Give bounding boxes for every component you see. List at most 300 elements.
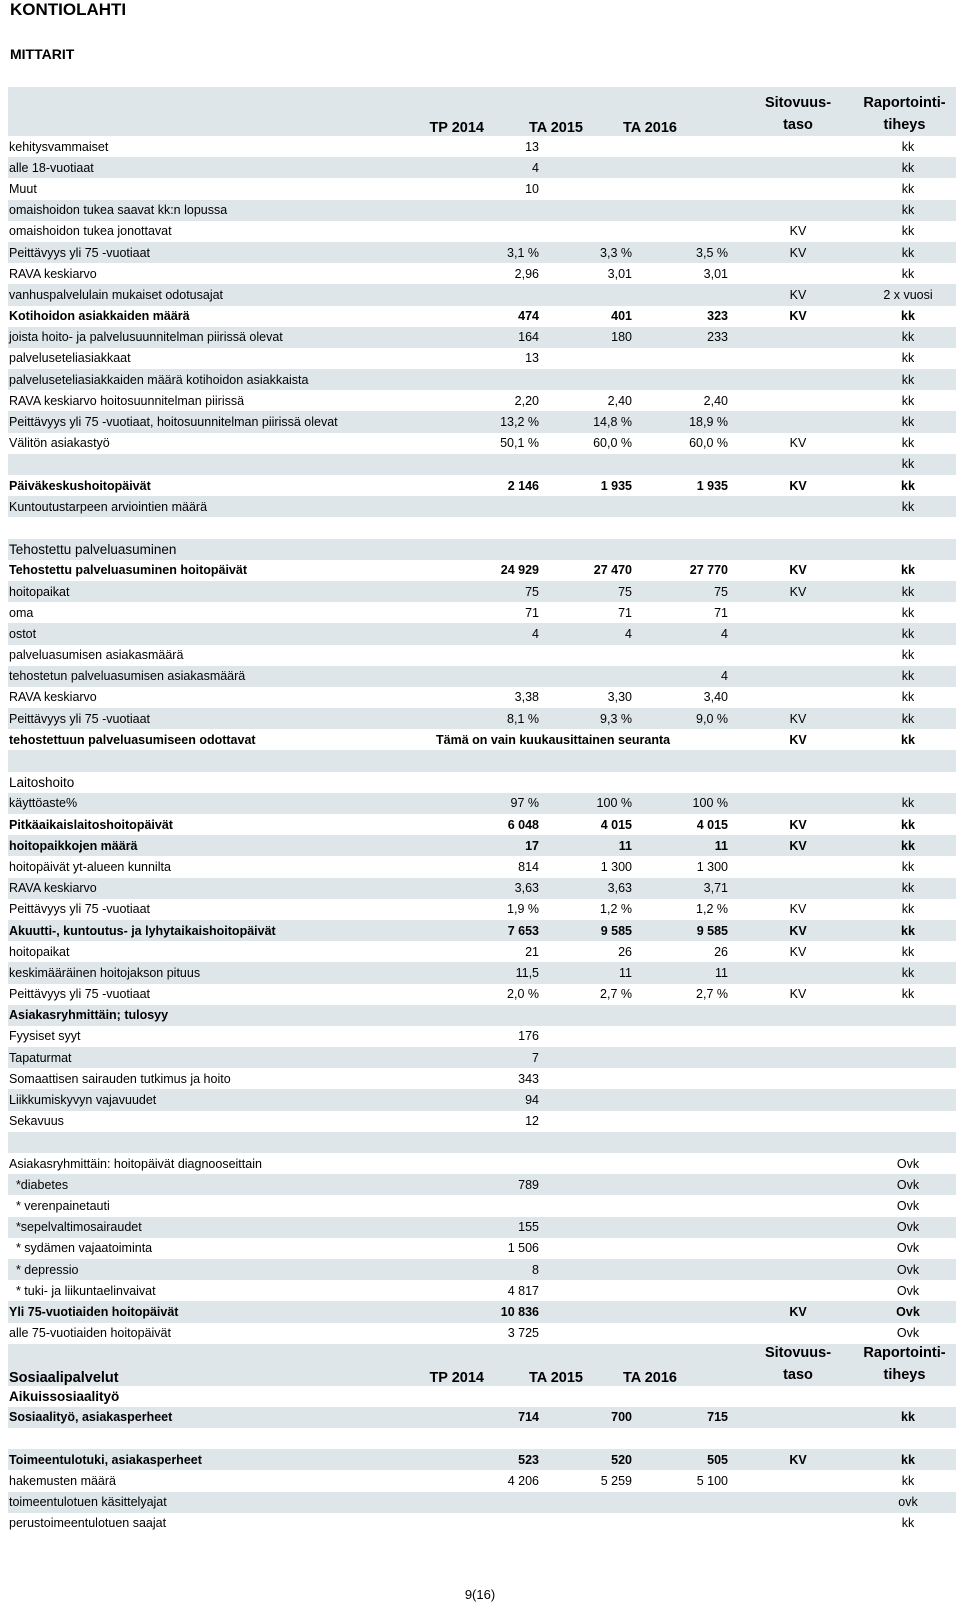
row-label: alle 18-vuotiaat	[9, 160, 94, 175]
raportointitiheys: kk	[901, 181, 915, 196]
table-row	[8, 517, 956, 538]
row-label: omaishoidon tukea saavat kk:n lopussa	[9, 203, 228, 218]
header-sitovuustaso-line-2: taso	[783, 117, 813, 133]
sitovuustaso: KV	[789, 245, 807, 260]
row-label: Peittävyys yli 75 -vuotiaat	[9, 245, 151, 260]
table-row	[8, 178, 956, 199]
value-ta2015: 4 015	[600, 817, 632, 832]
value-ta2016: 27 770	[689, 563, 728, 578]
header-ta2016: TA 2016	[623, 1369, 677, 1386]
table-row	[8, 750, 956, 771]
value-tp2014: 1,9 %	[507, 902, 539, 917]
table-row	[8, 1195, 956, 1216]
raportointitiheys: kk	[901, 605, 915, 620]
table-header	[8, 87, 956, 136]
value-tp2014: 8	[532, 1262, 539, 1277]
header-raportointitiheys-line-2: tiheys	[883, 1366, 926, 1383]
row-label: Tehostettu palveluasuminen hoitopäivät	[9, 563, 247, 578]
value-tp2014: 75	[525, 584, 539, 599]
raportointitiheys: kk	[901, 1474, 915, 1489]
value-ta2016: 4 015	[696, 817, 728, 832]
header-sitovuustaso	[743, 87, 853, 136]
table-row	[8, 157, 956, 178]
table-row	[8, 984, 956, 1005]
raportointitiheys: kk	[901, 203, 915, 218]
row-label: Asiakasryhmittäin: hoitopäivät diagnooseittain	[9, 1156, 262, 1171]
value-ta2016: 1,2 %	[696, 902, 728, 917]
value-ta2015: 14,8 %	[593, 415, 632, 430]
value-ta2015: 1 300	[600, 859, 632, 874]
value-ta2016: 75	[714, 584, 728, 599]
row-label: *diabetes	[9, 1177, 69, 1192]
value-ta2016: 26	[714, 944, 728, 959]
value-tp2014: 164	[518, 330, 539, 345]
page-number: 9(16)	[464, 1587, 496, 1602]
table-row	[8, 687, 956, 708]
header-tp2014: TP 2014	[429, 120, 484, 136]
table-row	[8, 1386, 956, 1407]
table-row	[8, 1217, 956, 1238]
table-row	[8, 623, 956, 644]
table-row	[8, 475, 956, 496]
row-label: Peittävyys yli 75 -vuotiaat	[9, 711, 151, 726]
value-ta2015: 26	[618, 944, 632, 959]
row-label: Pitkäaikaislaitoshoitopäivät	[9, 817, 173, 832]
row-label: Muut	[9, 181, 37, 196]
value-ta2015: 11	[618, 838, 632, 853]
raportointitiheys: kk	[901, 139, 915, 154]
value-tp2014: 814	[518, 859, 539, 874]
value-tp2014: 4 206	[507, 1474, 539, 1489]
table-row	[8, 221, 956, 242]
value-ta2016: 9 585	[696, 923, 728, 938]
raportointitiheys: kk	[901, 881, 915, 896]
sitovuustaso: KV	[789, 1452, 807, 1467]
raportointitiheys: kk	[901, 648, 915, 663]
row-label: vanhuspalvelulain mukaiset odotusajat	[9, 287, 224, 302]
table-row	[8, 200, 956, 221]
row-label: tehostetun palveluasumisen asiakasmäärä	[9, 669, 246, 684]
value-tp2014: 3,38	[514, 690, 539, 705]
value-tp2014: 97 %	[510, 796, 539, 811]
table-row	[8, 1047, 956, 1068]
raportointitiheys: kk	[901, 266, 915, 281]
table-row	[8, 348, 956, 369]
table-row	[8, 1068, 956, 1089]
value-ta2016: 60,0 %	[689, 436, 728, 451]
raportointitiheys: kk	[901, 965, 915, 980]
raportointitiheys: Ovk	[896, 1262, 920, 1277]
table-row	[8, 793, 956, 814]
value-tp2014: 13	[525, 351, 539, 366]
table-row	[8, 306, 956, 327]
table-row	[8, 1005, 956, 1026]
header-sitovuustaso	[743, 1344, 853, 1386]
table-row	[8, 856, 956, 877]
table-row	[8, 327, 956, 348]
raportointitiheys: Ovk	[896, 1326, 920, 1341]
table-row	[8, 1174, 956, 1195]
table-row	[8, 645, 956, 666]
row-label: Aikuissosiaalityö	[9, 1388, 120, 1404]
table-row	[8, 962, 956, 983]
value-tp2014: 8,1 %	[507, 711, 539, 726]
value-tp2014: 4	[532, 160, 539, 175]
value-tp2014: 24 929	[500, 563, 539, 578]
raportointitiheys: kk	[901, 372, 915, 387]
value-ta2016: 2,7 %	[696, 987, 728, 1002]
value-tp2014: 3,63	[514, 881, 539, 896]
table-row	[8, 878, 956, 899]
value-tp2014: 13,2 %	[500, 415, 539, 430]
table-row	[8, 581, 956, 602]
value-ta2015: 2,40	[607, 393, 632, 408]
indicator-table	[8, 87, 956, 1534]
row-label: Peittävyys yli 75 -vuotiaat	[9, 987, 151, 1002]
raportointitiheys: kk	[901, 838, 915, 853]
raportointitiheys: Ovk	[896, 1156, 920, 1171]
row-label: palveluseteliasiakkaat	[9, 351, 131, 366]
sitovuustaso: KV	[789, 987, 807, 1002]
raportointitiheys: kk	[901, 436, 915, 451]
raportointitiheys: kk	[901, 859, 915, 874]
raportointitiheys: kk	[901, 817, 915, 832]
header-raportointitiheys-line-1: Raportointi-	[863, 1344, 946, 1361]
table-row	[8, 454, 956, 475]
value-ta2015: 700	[611, 1410, 632, 1425]
row-label: Sekavuus	[9, 1114, 64, 1129]
row-label: * depressio	[9, 1262, 79, 1277]
sitovuustaso: KV	[789, 287, 807, 302]
value-ta2016: 233	[707, 330, 728, 345]
row-label: Toimeentulotuki, asiakasperheet	[9, 1452, 202, 1467]
row-label: oma	[9, 605, 34, 620]
value-ta2015: 3,30	[607, 690, 632, 705]
header-ta2015: TA 2015	[529, 120, 583, 136]
row-label: kehitysvammaiset	[9, 139, 109, 154]
value-tp2014: 2 146	[507, 478, 539, 493]
value-ta2015: 2,7 %	[600, 987, 632, 1002]
header-sitovuustaso-line-1: Sitovuus-	[764, 1344, 832, 1361]
value-tp2014: 21	[525, 944, 539, 959]
row-label: käyttöaste%	[9, 796, 78, 811]
value-tp2014: 155	[518, 1220, 539, 1235]
raportointitiheys: kk	[901, 711, 915, 726]
table-row	[8, 433, 956, 454]
value-tp2014: 11,5	[515, 965, 539, 980]
row-label: hoitopäivät yt-alueen kunnilta	[9, 859, 171, 874]
row-label: alle 75-vuotiaiden hoitopäivät	[9, 1326, 171, 1341]
table-row	[8, 369, 956, 390]
value-ta2016: 3,71	[703, 881, 728, 896]
table-row	[8, 1513, 956, 1534]
sitovuustaso: KV	[789, 838, 807, 853]
value-tp2014: 94	[525, 1093, 539, 1108]
row-label: Asiakasryhmittäin; tulosyy	[9, 1008, 169, 1023]
header-raportointitiheys-line-1: Raportointi-	[863, 95, 946, 111]
raportointitiheys: ovk	[898, 1495, 918, 1510]
sitovuustaso: KV	[789, 563, 807, 578]
value-tp2014: 6 048	[507, 817, 539, 832]
sitovuustaso: KV	[789, 902, 807, 917]
row-label: Fyysiset syyt	[9, 1029, 81, 1044]
raportointitiheys: kk	[901, 1452, 915, 1467]
table-row	[8, 1407, 956, 1428]
value-tp2014: 7 653	[507, 923, 539, 938]
table-row	[8, 899, 956, 920]
row-label: hakemusten määrä	[9, 1474, 117, 1489]
row-label: Somaattisen sairauden tutkimus ja hoito	[9, 1071, 231, 1086]
value-ta2016: 11	[714, 838, 728, 853]
header-raportointitiheys	[853, 87, 956, 136]
raportointitiheys: kk	[901, 669, 915, 684]
table-row	[8, 390, 956, 411]
row-label: Kuntoutustarpeen arviointien määrä	[9, 499, 208, 514]
raportointitiheys: kk	[901, 1410, 915, 1425]
table-row	[8, 1238, 956, 1259]
value-tp2014: 1 506	[507, 1241, 539, 1256]
row-note: Tämä on vain kuukausittainen seuranta	[436, 732, 671, 747]
value-ta2015: 401	[611, 309, 632, 324]
raportointitiheys: kk	[901, 626, 915, 641]
value-ta2016: 715	[707, 1410, 728, 1425]
header-sitovuustaso-line-1: Sitovuus-	[764, 95, 832, 111]
table-row	[8, 496, 956, 517]
table-row	[8, 1280, 956, 1301]
table-row	[8, 729, 956, 750]
raportointitiheys: kk	[901, 457, 915, 472]
table-row	[8, 560, 956, 581]
raportointitiheys: kk	[901, 690, 915, 705]
row-label: * sydämen vajaatoiminta	[9, 1241, 153, 1256]
table-row	[8, 263, 956, 284]
table-row	[8, 1259, 956, 1280]
row-label: hoitopaikat	[9, 944, 70, 959]
row-label: Välitön asiakastyö	[9, 436, 110, 451]
table-row	[8, 941, 956, 962]
raportointitiheys: kk	[901, 330, 915, 345]
raportointitiheys: kk	[901, 563, 915, 578]
table-row	[8, 242, 956, 263]
value-ta2016: 1 935	[696, 478, 728, 493]
sitovuustaso: KV	[789, 1304, 807, 1319]
raportointitiheys: kk	[901, 902, 915, 917]
table-row	[8, 284, 956, 305]
page-title: KONTIOLAHTI	[10, 0, 127, 19]
value-ta2016: 5 100	[696, 1474, 728, 1489]
table-row	[8, 1111, 956, 1132]
sitovuustaso: KV	[789, 944, 807, 959]
table-row	[8, 1301, 956, 1322]
table-row	[8, 1470, 956, 1491]
row-label: RAVA keskiarvo	[9, 881, 97, 896]
raportointitiheys: kk	[901, 160, 915, 175]
table-row	[8, 1153, 956, 1174]
row-label: toimeentulotuen käsittelyajat	[9, 1495, 167, 1510]
row-label: Peittävyys yli 75 -vuotiaat, hoitosuunnitelman piirissä olevat	[9, 415, 338, 430]
row-label: Akuutti-, kuntoutus- ja lyhytaikaishoitopäivät	[9, 923, 276, 938]
value-tp2014: 7	[532, 1050, 539, 1065]
table-row	[8, 1492, 956, 1513]
sitovuustaso: KV	[789, 224, 807, 239]
value-tp2014: 789	[518, 1177, 539, 1192]
raportointitiheys: kk	[901, 732, 915, 747]
value-tp2014: 523	[518, 1452, 539, 1467]
table-row	[8, 602, 956, 623]
value-ta2015: 60,0 %	[593, 436, 632, 451]
value-tp2014: 3,1 %	[507, 245, 539, 260]
row-label: omaishoidon tukea jonottavat	[9, 224, 172, 239]
row-label: RAVA keskiarvo	[9, 266, 97, 281]
table-row	[8, 666, 956, 687]
value-tp2014: 343	[518, 1071, 539, 1086]
value-ta2015: 5 259	[600, 1474, 632, 1489]
row-label: RAVA keskiarvo hoitosuunnitelman piirissä	[9, 393, 245, 408]
sitovuustaso: KV	[789, 732, 807, 747]
value-ta2015: 1,2 %	[600, 902, 632, 917]
row-label: ostot	[9, 626, 37, 641]
row-label: palveluasumisen asiakasmäärä	[9, 648, 184, 663]
raportointitiheys: 2 x vuosi	[883, 287, 933, 302]
raportointitiheys: kk	[901, 987, 915, 1002]
value-tp2014: 17	[525, 838, 539, 853]
row-label: tehostettuun palveluasumiseen odottavat	[9, 732, 256, 747]
sitovuustaso: KV	[789, 923, 807, 938]
sitovuustaso: KV	[789, 817, 807, 832]
value-tp2014: 2,20	[514, 393, 539, 408]
row-label: joista hoito- ja palvelusuunnitelman piirissä olevat	[9, 330, 283, 345]
raportointitiheys: Ovk	[896, 1283, 920, 1298]
raportointitiheys: kk	[901, 351, 915, 366]
raportointitiheys: Ovk	[896, 1177, 920, 1192]
value-ta2016: 3,01	[703, 266, 728, 281]
raportointitiheys: kk	[901, 944, 915, 959]
value-tp2014: 4	[532, 626, 539, 641]
value-ta2015: 3,01	[607, 266, 632, 281]
row-label: keskimääräinen hoitojakson pituus	[9, 965, 201, 980]
raportointitiheys: kk	[901, 584, 915, 599]
table-row	[8, 411, 956, 432]
table-row	[8, 1449, 956, 1470]
row-label: Päiväkeskushoitopäivät	[9, 478, 151, 493]
row-label: hoitopaikkojen määrä	[9, 838, 138, 853]
value-ta2016: 4	[721, 626, 728, 641]
value-ta2015: 180	[611, 330, 632, 345]
value-ta2015: 100 %	[596, 796, 632, 811]
table-row	[8, 1428, 956, 1449]
value-ta2016: 3,40	[703, 690, 728, 705]
row-label: Liikkumiskyvyn vajavuudet	[9, 1093, 157, 1108]
row-label: * tuki- ja liikuntaelinvaivat	[9, 1283, 156, 1298]
raportointitiheys: kk	[901, 478, 915, 493]
raportointitiheys: kk	[901, 393, 915, 408]
value-tp2014: 4 817	[507, 1283, 539, 1298]
table-row	[8, 1132, 956, 1153]
value-ta2016: 18,9 %	[689, 415, 728, 430]
value-ta2016: 3,5 %	[696, 245, 728, 260]
raportointitiheys: Ovk	[896, 1198, 920, 1213]
sitovuustaso: KV	[789, 309, 807, 324]
raportointitiheys: Ovk	[896, 1304, 920, 1319]
table-header-sosiaalipalvelut	[8, 1344, 956, 1386]
header-raportointitiheys-line-2: tiheys	[883, 117, 926, 133]
raportointitiheys: kk	[901, 796, 915, 811]
value-tp2014: 176	[518, 1029, 539, 1044]
value-tp2014: 2,0 %	[507, 987, 539, 1002]
value-ta2016: 2,40	[703, 393, 728, 408]
row-label: Laitoshoito	[9, 774, 75, 790]
value-tp2014: 12	[525, 1114, 539, 1129]
value-ta2016: 100 %	[692, 796, 728, 811]
value-tp2014: 13	[525, 139, 539, 154]
value-ta2015: 71	[618, 605, 632, 620]
row-label: Peittävyys yli 75 -vuotiaat	[9, 902, 151, 917]
table-row	[8, 814, 956, 835]
section-title: MITTARIT	[10, 46, 75, 62]
value-tp2014: 714	[518, 1410, 539, 1425]
raportointitiheys: kk	[901, 499, 915, 514]
header-ta2016: TA 2016	[623, 120, 677, 136]
row-label: * verenpainetauti	[9, 1198, 110, 1213]
raportointitiheys: kk	[901, 1516, 915, 1531]
row-label: Sosiaalityö, asiakasperheet	[9, 1410, 173, 1425]
value-ta2015: 9 585	[600, 923, 632, 938]
value-tp2014: 50,1 %	[500, 436, 539, 451]
value-tp2014: 3 725	[507, 1326, 539, 1341]
row-label: palveluseteliasiakkaiden määrä kotihoidon asiakkaista	[9, 372, 309, 387]
table-row	[8, 772, 956, 793]
row-label: hoitopaikat	[9, 584, 70, 599]
table-row	[8, 1323, 956, 1344]
value-ta2015: 3,3 %	[600, 245, 632, 260]
row-label: Tapaturmat	[9, 1050, 72, 1065]
row-label: Tehostettu palveluasuminen	[9, 541, 177, 557]
header-sitovuustaso-line-2: taso	[783, 1366, 813, 1383]
row-label: Kotihoidon asiakkaiden määrä	[9, 309, 190, 324]
sitovuustaso: KV	[789, 584, 807, 599]
table-row	[8, 539, 956, 560]
row-label: *sepelvaltimosairaudet	[9, 1220, 142, 1235]
value-ta2015: 9,3 %	[600, 711, 632, 726]
value-ta2015: 3,63	[607, 881, 632, 896]
sitovuustaso: KV	[789, 478, 807, 493]
value-ta2016: 505	[707, 1452, 728, 1467]
value-ta2016: 9,0 %	[696, 711, 728, 726]
value-ta2015: 520	[611, 1452, 632, 1467]
sitovuustaso: KV	[789, 436, 807, 451]
header-ta2015: TA 2015	[529, 1369, 583, 1386]
row-label: Yli 75-vuotiaiden hoitopäivät	[9, 1304, 179, 1319]
table-row	[8, 835, 956, 856]
sitovuustaso: KV	[789, 711, 807, 726]
raportointitiheys: Ovk	[896, 1241, 920, 1256]
value-tp2014: 10 836	[500, 1304, 539, 1319]
header-raportointitiheys	[853, 1344, 956, 1386]
value-tp2014: 474	[518, 309, 539, 324]
value-ta2016: 11	[715, 965, 728, 980]
value-ta2015: 75	[618, 584, 632, 599]
table-row	[8, 1089, 956, 1110]
header-tp2014: TP 2014	[429, 1369, 484, 1386]
value-tp2014: 2,96	[514, 266, 539, 281]
value-ta2016: 4	[721, 669, 728, 684]
value-ta2016: 323	[707, 309, 728, 324]
header-label: Sosiaalipalvelut	[9, 1369, 119, 1386]
value-ta2015: 4	[625, 626, 632, 641]
raportointitiheys: kk	[901, 309, 915, 324]
value-ta2016: 1 300	[696, 859, 728, 874]
raportointitiheys: kk	[901, 224, 915, 239]
